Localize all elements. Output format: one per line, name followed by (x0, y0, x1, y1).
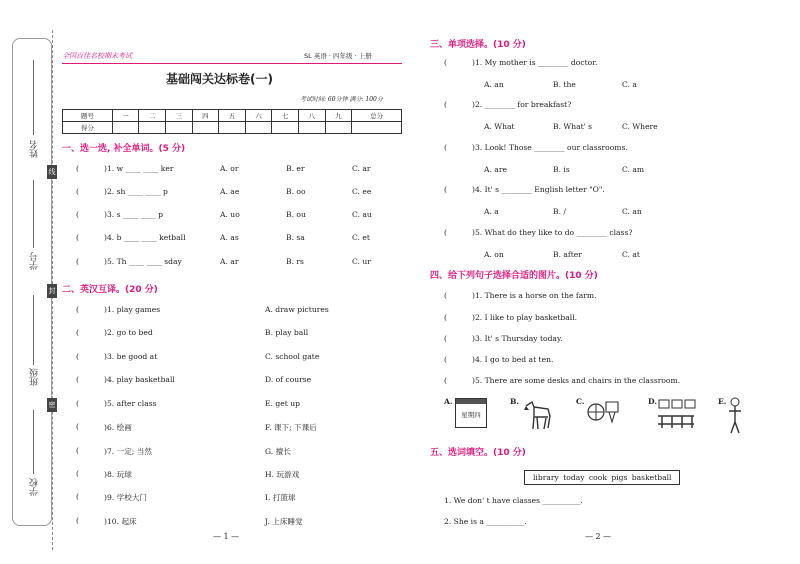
section4-title: 四、给下列句子选择合适的图片。(10 分) (430, 271, 598, 281)
option-c[interactable]: C. au (352, 210, 372, 219)
seal-close-mark: 密 (47, 398, 57, 412)
option-c[interactable]: C. at (622, 250, 640, 259)
edition: SL 英语 · 四年级 · 上册 (304, 52, 372, 60)
match-left-item: )7. 一定; 当然 (104, 447, 152, 456)
class-line (33, 295, 34, 365)
option-b[interactable]: B. after (553, 250, 582, 259)
bed-girl-picture[interactable] (726, 396, 744, 436)
match-right-item: H. 玩游戏 (265, 470, 300, 479)
option-a[interactable]: A. on (484, 250, 504, 259)
score-cell: 得分 (63, 122, 113, 134)
answer-paren[interactable]: ( (444, 291, 447, 300)
score-cell: 三 (165, 110, 192, 122)
option-b[interactable]: B. is (553, 165, 570, 174)
section2-title: 二、英汉互译。(20 分) (62, 285, 158, 295)
score-input[interactable] (165, 122, 192, 134)
option-b[interactable]: B. What' s (553, 122, 593, 131)
question-text: )2. sh ____ ____ p (104, 187, 168, 196)
answer-paren[interactable]: ( (76, 257, 79, 266)
classroom-picture[interactable] (656, 398, 696, 430)
option-c[interactable]: C. ar (352, 164, 371, 173)
option-a[interactable]: A. a (484, 207, 499, 216)
option-c[interactable]: C. a (622, 80, 637, 89)
question-text: )2. ________ for breakfast? (472, 100, 572, 109)
answer-paren[interactable]: ( (76, 352, 79, 361)
score-cell: 八 (298, 110, 325, 122)
option-a[interactable]: A. an (484, 80, 504, 89)
score-table (62, 109, 402, 134)
sentence-text: )3. It' s Thursday today. (472, 334, 563, 343)
answer-paren[interactable]: ( (76, 375, 79, 384)
answer-paren[interactable]: ( (76, 328, 79, 337)
answer-paren[interactable]: ( (76, 399, 79, 408)
match-left-item: )2. go to bed (104, 328, 153, 337)
score-input[interactable] (245, 122, 272, 134)
score-header-row (63, 110, 402, 122)
option-a[interactable]: A. or (220, 164, 239, 173)
answer-paren[interactable]: ( (444, 376, 447, 385)
section3-title: 三、单项选择。(10 分) (430, 40, 526, 50)
option-b[interactable]: B. the (553, 80, 576, 89)
match-right-item: A. draw pictures (265, 305, 329, 314)
answer-paren[interactable]: ( (76, 187, 79, 196)
answer-paren[interactable]: ( (76, 164, 79, 173)
answer-paren[interactable]: ( (444, 355, 447, 364)
score-cell: 五 (219, 110, 246, 122)
score-value-row (63, 122, 402, 134)
question-text: )5. What do they like to do ________ class? (472, 228, 633, 237)
sentence-text: )2. I like to play basketball. (472, 313, 578, 322)
score-cell: 二 (139, 110, 166, 122)
option-b[interactable]: B. sa (286, 233, 305, 242)
score-input[interactable] (219, 122, 246, 134)
sentence-text: )1. There is a horse on the farm. (472, 291, 597, 300)
match-right-item: G. 擅长 (265, 447, 291, 456)
fill-item-1[interactable]: 1. We don' t have classes __________. (444, 496, 583, 505)
option-a[interactable]: A. uo (220, 210, 240, 219)
option-a[interactable]: A. as (220, 233, 239, 242)
option-b[interactable]: B. oo (286, 187, 306, 196)
option-b[interactable]: B. / (553, 207, 566, 216)
answer-paren[interactable]: ( (76, 446, 79, 455)
option-c[interactable]: C. am (622, 165, 645, 174)
question-text: )1. My mother is ________ doctor. (472, 58, 598, 67)
page1-number: — 1 — (213, 532, 240, 541)
banner: 全国百佳名校期末考试 (62, 52, 132, 60)
option-a[interactable]: A. ae (220, 187, 240, 196)
score-input[interactable] (112, 122, 139, 134)
score-cell: 四 (192, 110, 219, 122)
match-right-item: C. school gate (265, 352, 320, 361)
pic-label-b: B. (510, 397, 520, 406)
pic-label-a: A. (444, 397, 453, 406)
option-c[interactable]: C. ee (352, 187, 372, 196)
word-box: library today cook pigs basketball (524, 470, 680, 485)
score-cell: 总分 (352, 110, 402, 122)
exam-info: 考试时间: 60分钟 满分: 100分 (300, 96, 383, 103)
answer-paren[interactable]: ( (76, 469, 79, 478)
section1-title: 一、选一选, 补全单词。(5 分) (62, 144, 186, 154)
option-b[interactable]: B. rs (286, 257, 304, 266)
seal-line-mark: 线 (47, 165, 57, 179)
option-c[interactable]: C. an (622, 207, 642, 216)
match-left-item: )9. 学校大门 (104, 493, 147, 502)
match-left-item: )6. 绘画 (104, 423, 132, 432)
score-cell: 一 (112, 110, 139, 122)
match-right-item: B. play ball (265, 328, 309, 337)
match-left-item: )10. 起床 (104, 517, 137, 526)
name-line (33, 60, 34, 135)
answer-paren[interactable]: ( (444, 228, 447, 237)
answer-paren[interactable]: ( (444, 58, 447, 67)
pic-label-e: E. (718, 397, 727, 406)
answer-paren[interactable]: ( (76, 233, 79, 242)
pic-label-c: C. (576, 397, 585, 406)
match-right-item: J. 上床睡觉 (265, 517, 303, 526)
match-left-item: )3. be good at (104, 352, 158, 361)
question-text: )4. It' s ________ English letter "O". (472, 185, 605, 194)
page2-number: — 2 — (585, 532, 612, 541)
score-input[interactable] (192, 122, 219, 134)
option-c[interactable]: C. Where (622, 122, 658, 131)
score-cell: 七 (272, 110, 299, 122)
score-cell: 九 (325, 110, 352, 122)
answer-paren[interactable]: ( (444, 185, 447, 194)
answer-paren[interactable]: ( (76, 422, 79, 431)
question-text: )4. b ____ ____ ketball (104, 233, 186, 242)
option-a[interactable]: A. are (484, 165, 507, 174)
match-right-item: E. get up (265, 399, 300, 408)
match-right-item: I. 打篮球 (265, 493, 296, 502)
id-label: 学号 (30, 252, 40, 270)
score-input[interactable] (325, 122, 352, 134)
match-left-item: )1. play games (104, 305, 161, 314)
answer-paren[interactable]: ( (444, 100, 447, 109)
score-input[interactable] (298, 122, 325, 134)
match-right-item: D. of course (265, 375, 312, 384)
id-line (33, 180, 34, 248)
score-input[interactable] (352, 122, 402, 134)
option-a[interactable]: A. What (484, 122, 515, 131)
option-a[interactable]: A. ar (220, 257, 239, 266)
pic-label-d: D. (648, 397, 657, 406)
section5-title: 五、选词填空。(10 分) (430, 448, 526, 458)
match-left-item: )5. after class (104, 399, 157, 408)
question-text: )1. w ____ ____ ker (104, 164, 174, 173)
match-left-item: )8. 玩球 (104, 470, 132, 479)
calendar-text: 星期四 (461, 411, 481, 419)
fill-item-2[interactable]: 2. She is a __________. (444, 517, 527, 526)
sentence-text: )5. There are some desks and chairs in the classroom. (472, 376, 681, 385)
school-line (33, 410, 34, 474)
score-cell: 六 (245, 110, 272, 122)
name-label: 姓名 (30, 140, 40, 158)
question-text: )3. Look! Those ________ our classrooms. (472, 143, 628, 152)
basketball-picture[interactable] (586, 398, 620, 430)
answer-paren[interactable]: ( (444, 143, 447, 152)
answer-paren[interactable]: ( (76, 210, 79, 219)
question-text: )3. s ____ ____ p (104, 210, 163, 219)
answer-paren[interactable]: ( (76, 305, 79, 314)
answer-paren[interactable]: ( (76, 492, 79, 501)
sentence-text: )4. I go to bed at ten. (472, 355, 554, 364)
option-b[interactable]: B. er (286, 164, 305, 173)
answer-paren[interactable]: ( (444, 313, 447, 322)
calendar-picture[interactable] (455, 398, 487, 428)
option-c[interactable]: C. ur (352, 257, 371, 266)
question-text: )5. Th ____ ____ sday (104, 257, 182, 266)
match-right-item: F. 课下; 下课后 (265, 423, 317, 432)
seal-fold-mark: 封 (47, 284, 57, 298)
score-input[interactable] (139, 122, 166, 134)
school-label: 学校 (30, 478, 40, 496)
match-left-item: )4. play basketball (104, 375, 175, 384)
class-label: 班级 (30, 368, 40, 386)
score-cell: 题号 (63, 110, 113, 122)
answer-paren[interactable]: ( (76, 516, 79, 525)
option-c[interactable]: C. et (352, 233, 370, 242)
header-rule (62, 63, 402, 64)
option-b[interactable]: B. ou (286, 210, 306, 219)
score-input[interactable] (272, 122, 299, 134)
answer-paren[interactable]: ( (444, 334, 447, 343)
horse-picture[interactable] (520, 398, 556, 432)
page-title: 基础闯关达标卷(一) (166, 72, 273, 86)
binding-strip (12, 38, 52, 526)
